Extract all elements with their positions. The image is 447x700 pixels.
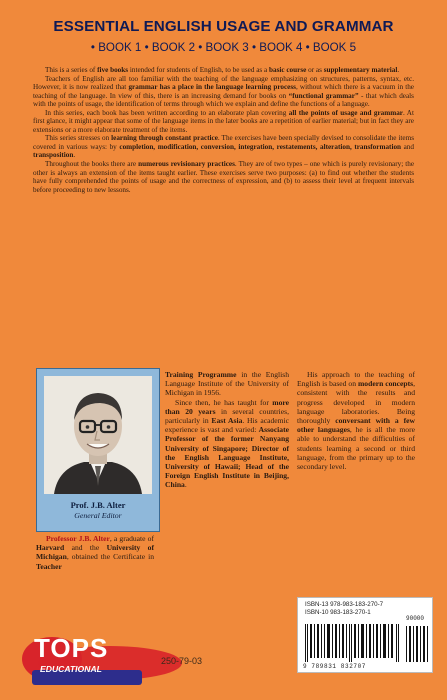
bio-right-text: His approach to the teaching of English is based on modern concepts, consistent with the results and progress developed in modern language laboratories. Being thoroughly conversant with a few other languages, he is all the more able to understand the difficulties of students learning a second or third language, from the primary up to the secondary level. [297,370,416,472]
product-code: 250-79-03 [161,656,203,666]
bio-mid-text-1: Training Programme in the English Language Institute of the University of Michigan in 1956. [165,370,289,398]
paragraph-3: In this series, each book has been written according to an elaborate plan covering all the points of usage and grammar. At first glance, it might appear that some of the language items in the later books are a repetition of earlier material; but in fact they are extensions or a more elaborate treatment of the items. [33,108,414,134]
description-text [33,66,414,194]
editor-name: Prof. J.B. Alter [70,500,126,510]
bio-column-right [297,370,415,471]
barcode-digits: 9 789831 832707 [303,663,367,670]
paragraph-2: Teachers of English are all too familiar with the teaching of the language emphasizing on structures, patterns, syntax, etc. However, it is now realized that grammar has a place in the language learning process, without which there is a vacuum in the teaching of the language. In view of this, there is an increasing demand for books on “functional grammar” - that which deals with the points of usage, the identification of terms through which we explain and define the functions of a language. [33,74,414,109]
isbn-10: ISBN-10 983-183-270-1 [305,609,371,616]
publisher-logo-text: TOPS [34,633,109,663]
bio-mid-text-2: Since then, he has taught for more than 20 years in several countries, particularly in East Asia. His academic experience is vast and varied: Associate Professor of the former Nanyang University of Singapore; Director of the English Language Institute, University of Hawaii; Head of the Foreign English Institute in Beijing, China. [165,397,290,490]
editor-portrait [44,376,152,494]
book-list: • BOOK 1 • BOOK 2 • BOOK 3 • BOOK 4 • BOOK 5 [90,41,357,54]
paragraph-1: This is a series of five books intended for students of English, to be used as a basic course or as supplementary material. [45,66,400,74]
barcode-bars [303,624,403,662]
bio-column-left [36,534,154,571]
bio-column-middle [165,370,289,490]
editor-photo-frame [36,368,160,532]
barcode-addon-bars [405,624,429,662]
isbn-13: ISBN-13 978-983-183-270-7 [305,601,384,608]
paragraph-4: This series stresses on learning through constant practice. The exercises have been specially devised to consolidate the items covered in various ways: by completion, modification, conversion, integration, restatements, alteration, transformation and transposition. [33,134,415,160]
series-title: ESSENTIAL ENGLISH USAGE AND GRAMMAR [53,18,394,35]
publisher-logo-subtitle: EDUCATIONAL [40,664,102,674]
bio-left-text: Professor J.B. Alter, a graduate of Harvard and the University of Michigan, obtained the Certificate in Teacher [36,534,154,571]
paragraph-5: Throughout the books there are numerous revisionary practices. They are of two types – one which is purely revisionary; the other is always an extension of the items taught earlier. These exercises serve two purposes: (a) to find out whether the students have fully comprehended the points of usage and the correctness of expression, and (b) to assess their level at frequent intervals before proceeding to new lessons. [33,160,415,194]
editor-role: General Editor [74,511,122,520]
portrait-illustration [44,376,152,494]
barcode-addon-number: 90000 [406,615,425,622]
